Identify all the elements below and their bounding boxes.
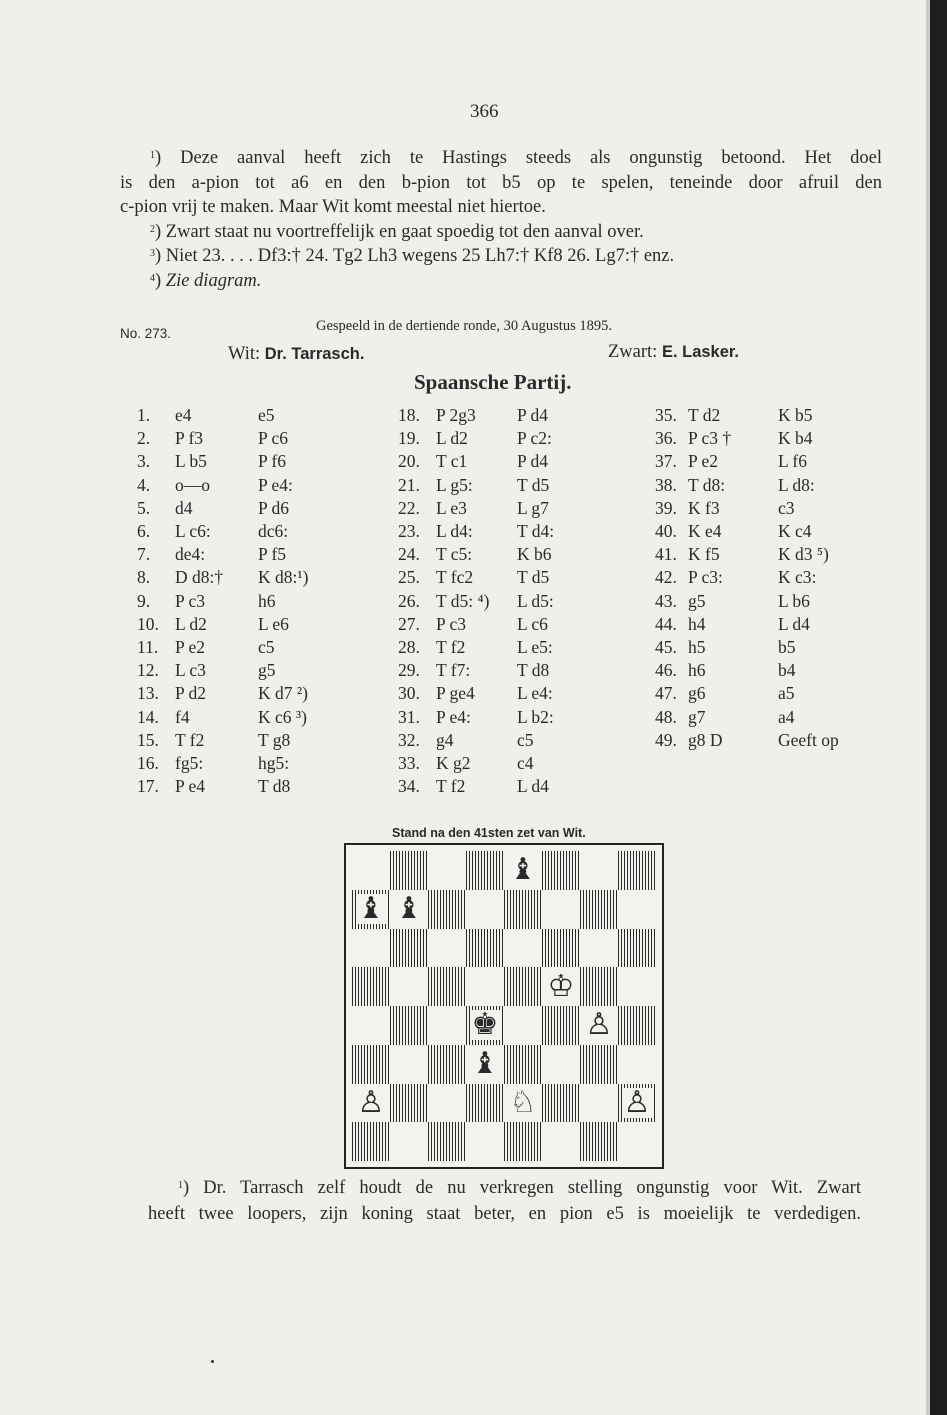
board-square [352, 1045, 390, 1084]
white-move: L d2 [175, 613, 207, 634]
bottom-footnote-line-2: heeft twee loopers, zijn koning staat beter, en pion e5 is moeielijk te verdedigen. [148, 1204, 861, 1224]
piece-glyph: ♝ [357, 891, 385, 927]
black-move: L d4 [778, 613, 810, 634]
black-bishop-icon [466, 1045, 504, 1084]
board-square [466, 1084, 504, 1123]
board-square [428, 851, 466, 890]
board-square [542, 929, 580, 968]
black-move: a4 [778, 706, 795, 727]
white-move: L b5 [175, 451, 207, 472]
black-king-icon [466, 1006, 504, 1045]
move-number: 8. [137, 567, 151, 588]
move-number: 25. [398, 567, 420, 588]
black-move: K d8:¹) [258, 567, 309, 588]
black-move: P d4 [517, 405, 548, 425]
black-move: c5 [517, 729, 534, 750]
board-square [390, 1045, 428, 1084]
black-move: L b6 [778, 590, 810, 611]
black-move: P f5 [258, 544, 287, 565]
piece-glyph: ♙ [623, 1084, 651, 1120]
piece-glyph: ♘ [509, 1084, 537, 1120]
white-move: h5 [688, 637, 706, 657]
white-move: P e4 [175, 776, 205, 797]
white-move: P e2 [175, 637, 205, 657]
white-move: T fc2 [436, 567, 474, 588]
black-move: K c4 [778, 521, 812, 541]
white-move: f4 [175, 706, 190, 727]
black-move: c3 [778, 497, 795, 518]
move-number: 46. [655, 660, 677, 681]
board-square [542, 1122, 580, 1161]
move-number: 10. [137, 613, 159, 634]
black-move: dc6: [258, 521, 289, 541]
note-1-line-2: is den a-pion tot a6 en den b-pion tot b5 op te spelen, teneinde door afruil den [120, 172, 882, 193]
move-number: 23. [398, 521, 420, 541]
board-square [466, 851, 504, 890]
black-move: P f6 [258, 451, 287, 472]
white-move: L c3 [175, 660, 206, 681]
black-move: hg5: [258, 753, 290, 773]
move-number: 44. [655, 613, 677, 634]
black-move: L d4 [517, 776, 549, 797]
white-move: T c5: [436, 544, 473, 565]
board-square [390, 1006, 428, 1045]
board-square [542, 851, 580, 890]
white-move: P e4: [436, 706, 471, 727]
move-number: 7. [137, 544, 151, 565]
white-move: o—o [175, 474, 210, 495]
board-square [618, 1122, 656, 1161]
white-move: K f5 [688, 544, 720, 565]
white-move: T f2 [436, 637, 466, 657]
move-number: 36. [655, 428, 677, 449]
board-square [428, 1045, 466, 1084]
board-square [390, 851, 428, 890]
black-move: L b2: [517, 706, 554, 727]
black-player: Zwart: E. Lasker. [608, 342, 739, 362]
black-move: L e6 [258, 613, 289, 634]
move-number: 3. [137, 451, 151, 472]
move-number: 24. [398, 544, 420, 565]
board-square [618, 1045, 656, 1084]
black-bishop-icon [352, 890, 390, 929]
board-square [504, 890, 542, 929]
black-move: h6 [258, 590, 276, 611]
board-square [466, 929, 504, 968]
page-number: 366 [470, 101, 499, 122]
black-move: L d5: [517, 590, 554, 611]
black-move: P c6 [258, 428, 288, 449]
board-grid [352, 851, 656, 1161]
piece-glyph: ♙ [585, 1007, 613, 1043]
black-move: K d7 ²) [258, 683, 308, 704]
white-move: T c1 [436, 451, 468, 472]
white-move: P d2 [175, 683, 206, 704]
white-move: e4 [175, 405, 192, 425]
white-move: g6 [688, 683, 706, 704]
piece-glyph: ♙ [357, 1084, 385, 1120]
white-move: T d2 [688, 405, 721, 425]
move-number: 16. [137, 753, 159, 773]
white-move: L d4: [436, 521, 473, 541]
move-number: 48. [655, 706, 677, 727]
board-square [390, 1122, 428, 1161]
move-number: 33. [398, 753, 420, 773]
board-square [618, 1006, 656, 1045]
black-move: K c6 ³) [258, 706, 307, 727]
move-number: 30. [398, 683, 420, 704]
move-number: 17. [137, 776, 159, 797]
black-move: P c2: [517, 428, 552, 449]
move-number: 29. [398, 660, 420, 681]
board-square [428, 929, 466, 968]
move-number: 6. [137, 521, 151, 541]
move-number: 34. [398, 776, 420, 797]
white-move: K f3 [688, 497, 720, 518]
page-edge [930, 0, 947, 1415]
note-1-line-1: $^1$) Deze aanval heeft zich te Hastings steeds als ongunstig betoond. Het doel [150, 148, 882, 168]
board-square [428, 1084, 466, 1123]
note-4: $^4$) Zie diagram. [150, 270, 262, 291]
black-move: c4 [517, 753, 534, 773]
black-move: L c6 [517, 613, 548, 634]
move-number: 22. [398, 497, 420, 518]
move-number: 39. [655, 497, 677, 518]
move-number: 41. [655, 544, 677, 565]
white-move: L d2 [436, 428, 468, 449]
move-number: 35. [655, 405, 677, 425]
board-square [390, 1084, 428, 1123]
white-move: P f3 [175, 428, 204, 449]
white-move: L g5: [436, 474, 473, 495]
white-move: K g2 [436, 753, 471, 773]
board-square [504, 1006, 542, 1045]
white-move: T d8: [688, 474, 726, 495]
black-bishop-icon [504, 851, 542, 890]
white-pawn-icon [580, 1006, 618, 1045]
move-number: 49. [655, 729, 677, 750]
move-number: 20. [398, 451, 420, 472]
move-number: 40. [655, 521, 677, 541]
board-square [542, 1045, 580, 1084]
move-number: 32. [398, 729, 420, 750]
white-move: h6 [688, 660, 706, 681]
board-square [618, 929, 656, 968]
white-move: h4 [688, 613, 706, 634]
black-move: P e4: [258, 474, 293, 495]
move-number: 18. [398, 405, 420, 425]
bottom-footnote [148, 1175, 861, 1227]
black-bishop-icon [390, 890, 428, 929]
white-move: g8 D [688, 729, 723, 750]
black-move: Geeft op [778, 729, 839, 750]
board-square [504, 1045, 542, 1084]
board-square [466, 967, 504, 1006]
white-knight-icon [504, 1084, 542, 1123]
board-square [580, 1045, 618, 1084]
black-move: K d3 ⁵) [778, 544, 829, 565]
note-3: $^3$) Niet 23. . . . Df3:† 24. Tg2 Lh3 wegens 25 Lh7:† Kf8 26. Lg7:† enz. [150, 246, 675, 266]
move-number: 31. [398, 706, 420, 727]
move-number: 26. [398, 590, 420, 611]
black-move: T d4: [517, 521, 555, 541]
move-number: 9. [137, 590, 151, 611]
black-move: L f6 [778, 451, 807, 472]
board-square [466, 890, 504, 929]
piece-glyph: ♝ [395, 891, 423, 927]
bottom-footnote-line-1: $^1$) Dr. Tarrasch zelf houdt de nu verkregen stelling ongunstig voor Wit. Zwart [178, 1178, 861, 1198]
white-move: de4: [175, 544, 206, 565]
board-square [466, 1122, 504, 1161]
move-number: 12. [137, 660, 159, 681]
move-number: 14. [137, 706, 159, 727]
white-move: P c3 [175, 590, 205, 611]
white-king-icon [542, 967, 580, 1006]
move-number: 11. [137, 637, 159, 657]
white-move: L c6: [175, 521, 211, 541]
black-move: e5 [258, 405, 275, 425]
white-move: d4 [175, 497, 193, 518]
white-move: fg5: [175, 753, 204, 773]
move-number: 43. [655, 590, 677, 611]
white-pawn-icon [618, 1084, 656, 1123]
board-square [580, 1084, 618, 1123]
board-square [352, 851, 390, 890]
black-move: T d8 [258, 776, 291, 797]
move-number: 37. [655, 451, 677, 472]
board-square [618, 851, 656, 890]
white-move: P ge4 [436, 683, 475, 704]
white-move: D d8:† [175, 567, 224, 588]
white-move: P c3 [436, 613, 466, 634]
move-number: 2. [137, 428, 151, 449]
white-move: P e2 [688, 451, 718, 472]
white-move: P c3 † [688, 428, 732, 449]
white-pawn-icon [352, 1084, 390, 1123]
white-move: g7 [688, 706, 706, 727]
note-1-line-3: c-pion vrij te maken. Maar Wit komt meestal niet hiertoe. [120, 197, 546, 217]
move-number: 1. [137, 405, 151, 425]
board-square [428, 967, 466, 1006]
board-square [390, 929, 428, 968]
white-move: T f7: [436, 660, 471, 681]
board-square [542, 890, 580, 929]
white-move: L e3 [436, 497, 467, 518]
black-move: K b5 [778, 405, 813, 425]
move-number: 45. [655, 637, 677, 657]
move-number: 19. [398, 428, 420, 449]
black-move: T d8 [517, 660, 550, 681]
black-move: L d8: [778, 474, 815, 495]
board-square [580, 890, 618, 929]
move-number: 13. [137, 683, 159, 704]
black-move: T g8 [258, 729, 291, 750]
board-square [542, 1006, 580, 1045]
board-square [352, 1006, 390, 1045]
black-move: c5 [258, 637, 275, 657]
black-move: T d5 [517, 474, 550, 495]
board-square [618, 967, 656, 1006]
black-move: a5 [778, 683, 795, 704]
piece-glyph: ♚ [471, 1007, 499, 1043]
move-number: 47. [655, 683, 677, 704]
white-move: T f2 [175, 729, 205, 750]
board-square [504, 967, 542, 1006]
board-square [618, 890, 656, 929]
black-move: L e5: [517, 637, 553, 657]
white-move: g4 [436, 729, 454, 750]
black-move: K c3: [778, 567, 817, 588]
board-square [428, 890, 466, 929]
black-move: b5 [778, 637, 796, 657]
move-number: 15. [137, 729, 159, 750]
move-number: 38. [655, 474, 677, 495]
opening-title: Spaansche Partij. [414, 370, 572, 394]
black-move: P d4 [517, 451, 548, 472]
game-played-info: Gespeeld in de dertiende ronde, 30 Augustus 1895. [316, 318, 612, 334]
piece-glyph: ♝ [509, 852, 537, 888]
board-square [580, 1122, 618, 1161]
piece-glyph: ♔ [547, 968, 575, 1004]
black-move: b4 [778, 660, 796, 681]
ink-speck [211, 1360, 214, 1363]
board-square [352, 1122, 390, 1161]
black-move: L g7 [517, 497, 549, 518]
white-move: P c3: [688, 567, 723, 588]
white-move: T d5: ⁴) [436, 590, 490, 611]
board-square [504, 929, 542, 968]
note-2: $^2$) Zwart staat nu voortreffelijk en gaat spoedig tot den aanval over. [150, 221, 644, 242]
board-square [428, 1006, 466, 1045]
white-move: T f2 [436, 776, 466, 797]
game-number: No. 273. [120, 326, 172, 341]
black-move: g5 [258, 660, 276, 681]
white-player: Wit: Dr. Tarrasch. [228, 344, 365, 364]
move-number: 42. [655, 567, 677, 588]
board-square [580, 851, 618, 890]
move-number: 28. [398, 637, 420, 657]
chess-diagram [344, 843, 664, 1169]
board-square [352, 929, 390, 968]
white-move: g5 [688, 590, 706, 611]
diagram-caption: Stand na den 41sten zet van Wit. [392, 826, 586, 840]
board-square [580, 967, 618, 1006]
board-square [352, 967, 390, 1006]
board-square [390, 967, 428, 1006]
black-move: P d6 [258, 497, 289, 518]
board-square [504, 1122, 542, 1161]
board-square [542, 1084, 580, 1123]
black-move: K b4 [778, 428, 813, 449]
footnotes-block [120, 146, 882, 293]
white-move: K e4 [688, 521, 722, 541]
board-square [428, 1122, 466, 1161]
black-move: L e4: [517, 683, 553, 704]
black-move: K b6 [517, 544, 552, 565]
move-number: 4. [137, 474, 151, 495]
piece-glyph: ♝ [471, 1046, 499, 1082]
white-move: P 2g3 [436, 405, 476, 425]
move-number: 5. [137, 497, 151, 518]
move-number: 27. [398, 613, 420, 634]
black-move: T d5 [517, 567, 550, 588]
move-number: 21. [398, 474, 420, 495]
board-square [580, 929, 618, 968]
